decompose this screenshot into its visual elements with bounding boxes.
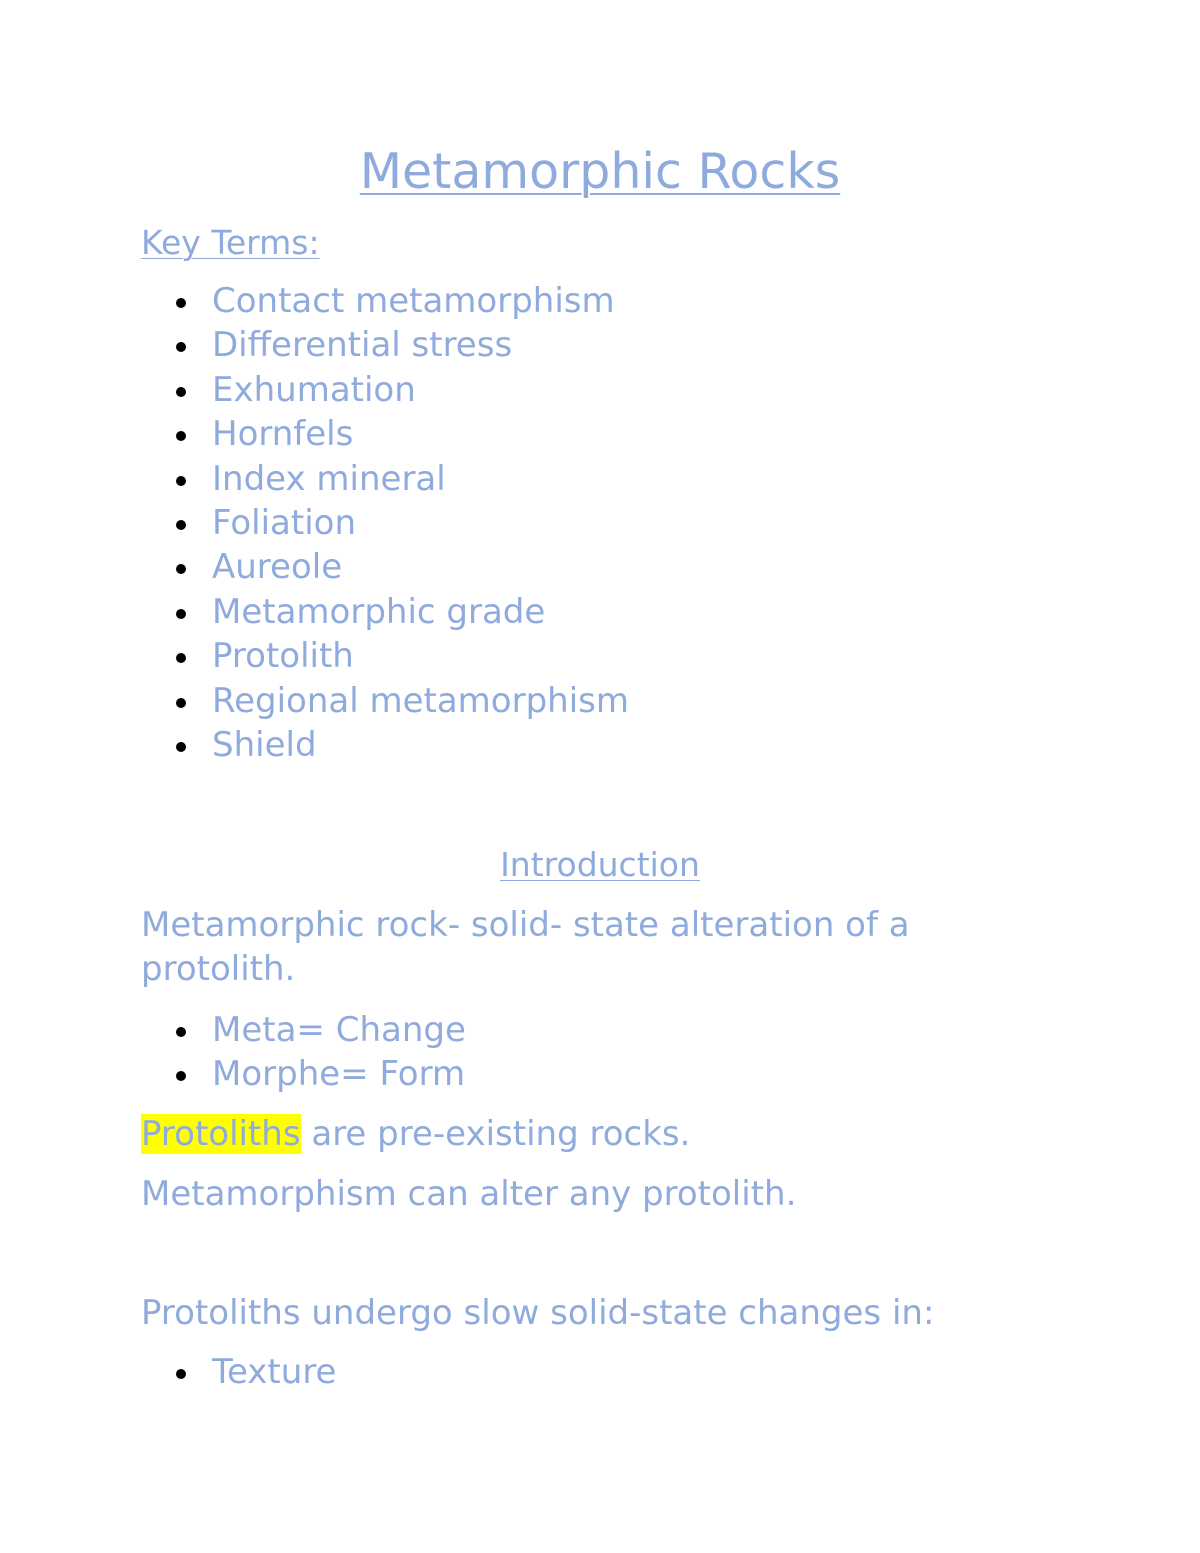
key-term-text: Differential stress	[212, 325, 513, 366]
page-title: Metamorphic Rocks	[359, 143, 841, 200]
bullet-icon	[176, 476, 186, 486]
list-item	[0, 545, 629, 589]
protoliths-sentence	[141, 1112, 1041, 1156]
bullet-icon	[176, 1027, 186, 1037]
list-item	[0, 457, 629, 501]
key-term-text: Foliation	[212, 502, 357, 543]
bullet-icon	[176, 431, 186, 441]
introduction-heading: Introduction	[500, 845, 700, 884]
list-item	[0, 723, 629, 767]
bullet-icon	[176, 298, 186, 308]
list-item	[0, 1350, 336, 1394]
key-term-text: Hornfels	[212, 414, 354, 455]
key-term-text: Aureole	[212, 547, 343, 588]
change-text: Texture	[212, 1352, 337, 1392]
bullet-icon	[176, 564, 186, 574]
bullet-icon	[176, 653, 186, 663]
changes-list	[0, 1350, 336, 1394]
key-term-text: Protolith	[212, 636, 354, 677]
protoliths-sentence-rest: are pre-existing rocks.	[300, 1114, 691, 1154]
alter-sentence: Metamorphism can alter any protolith.	[141, 1174, 797, 1214]
bullet-icon	[176, 1369, 186, 1379]
key-terms-heading: Key Terms:	[141, 223, 320, 262]
etymology-text: Morphe= Form	[212, 1054, 466, 1095]
key-term-text: Exhumation	[212, 369, 416, 410]
list-item	[0, 501, 629, 545]
bullet-icon	[176, 609, 186, 619]
etymology-list	[0, 1008, 466, 1097]
bullet-icon	[176, 342, 186, 352]
list-item	[0, 1052, 466, 1096]
list-item	[0, 590, 629, 634]
key-term-text: Index mineral	[212, 458, 446, 499]
changes-intro: Protoliths undergo slow solid-state changes in:	[141, 1293, 935, 1333]
key-term-text: Metamorphic grade	[212, 591, 546, 632]
list-item	[0, 679, 629, 723]
bullet-icon	[176, 742, 186, 752]
bullet-icon	[176, 520, 186, 530]
key-term-text: Shield	[212, 724, 317, 765]
bullet-icon	[176, 1071, 186, 1081]
etymology-text: Meta= Change	[212, 1010, 466, 1050]
highlighted-term: Protoliths	[141, 1114, 301, 1154]
key-term-text: Regional metamorphism	[212, 680, 629, 721]
list-item	[0, 323, 629, 367]
bullet-icon	[176, 698, 186, 708]
bullet-icon	[176, 387, 186, 397]
key-terms-list	[0, 279, 629, 767]
list-item	[0, 634, 629, 678]
list-item	[0, 412, 629, 456]
key-term-text: Contact metamorphism	[212, 281, 615, 321]
list-item	[0, 279, 629, 323]
intro-definition: Metamorphic rock- solid- state alteration of a protolith.	[141, 905, 910, 989]
list-item	[0, 1008, 466, 1052]
list-item	[0, 368, 629, 412]
